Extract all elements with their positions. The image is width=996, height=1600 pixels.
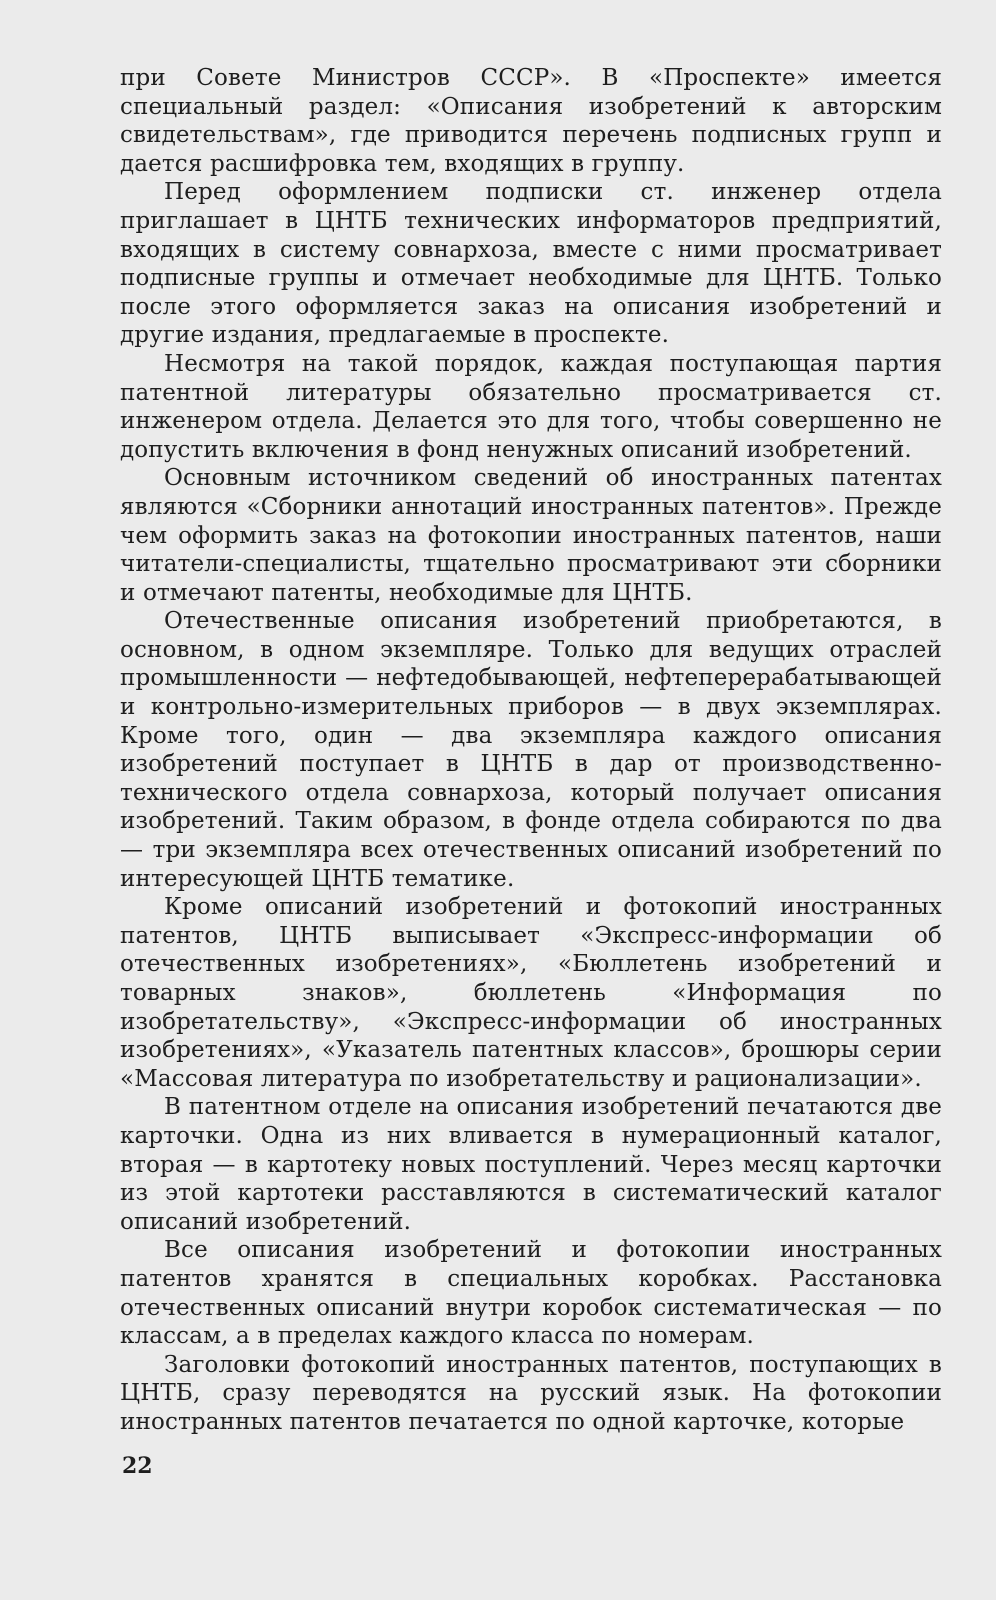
- paragraph-7: В патентном отделе на описания изобретений печатаются две карточки. Одна из них вливается в нумерационный каталог, вторая — в картотеку новых поступлений. Через месяц карточки из этой картотеки расставляются в систематический каталог описаний изобретений.: [120, 1094, 942, 1235]
- paragraph-8: Все описания изобретений и фотокопии иностранных патентов хранятся в специальных коробках. Расстановка отечественных описаний внутри коробок систематическая — по классам, а в пределах каждого класса по номерам.: [120, 1237, 942, 1350]
- paragraph-1: при Совете Министров СССР». В «Проспекте» имеется специальный раздел: «Описания изобретений к авторским свидетельствам», где приводится перечень подписных групп и дается расшифровка тем, входящих в группу.: [120, 65, 942, 177]
- paragraph-6: Кроме описаний изобретений и фотокопий иностранных патентов, ЦНТБ выписывает «Экспресс-информации об отечественных изобретениях», «Бюллетень изобретений и товарных знаков», бюллетень «Информация по изобретательству», «Экспресс-информации об иностранных изобретениях», «Указатель патентных классов», брошюры серии «Массовая литература по изобретательству и рационализации».: [120, 894, 942, 1092]
- paragraph-9: Заголовки фотокопий иностранных патентов, поступающих в ЦНТБ, сразу переводятся на русский язык. На фотокопии иностранных патентов печатается по одной карточке, которые: [120, 1351, 942, 1435]
- paragraph-5: Отечественные описания изобретений приобретаются, в основном, в одном экземпляре. Только для ведущих отраслей промышленности — нефтедобывающей, нефтеперерабатывающей и контрольно-измерительных приборов — в двух экземплярах. Кроме того, один — два экземпляра каждого описания изобретений поступает в ЦНТБ в дар от производственно-технического отдела совнархоза, который получает описания изобретений. Таким образом, в фонде отдела собираются по два — три экземпляра всех отечественных описаний изобретений по интересующей ЦНТБ тематике.: [120, 608, 942, 892]
- paragraph-3: Несмотря на такой порядок, каждая поступающая партия патентной литературы обязательно просматривается ст. инженером отдела. Делается это для того, чтобы совершенно не допустить включения в фонд ненужных описаний изобретений.: [120, 350, 942, 463]
- paragraph-2: Перед оформлением подписки ст. инженер отдела приглашает в ЦНТБ технических информаторов предприятий, входящих в систему совнархоза, вместе с ними просматривает подписные группы и отмечает необходимые для ЦНТБ. Только после этого оформляется заказ на описания изобретений и другие издания, предлагаемые в проспекте.: [120, 179, 942, 349]
- body-text: [120, 64, 942, 1437]
- page-number: 22: [122, 1453, 153, 1479]
- paragraph-4: Основным источником сведений об иностранных патентах являются «Сборники аннотаций иностранных патентов». Прежде чем оформить заказ на фотокопии иностранных патентов, наши читатели-специалисты, тщательно просматривают эти сборники и отмечают патенты, необходимые для ЦНТБ.: [120, 465, 942, 606]
